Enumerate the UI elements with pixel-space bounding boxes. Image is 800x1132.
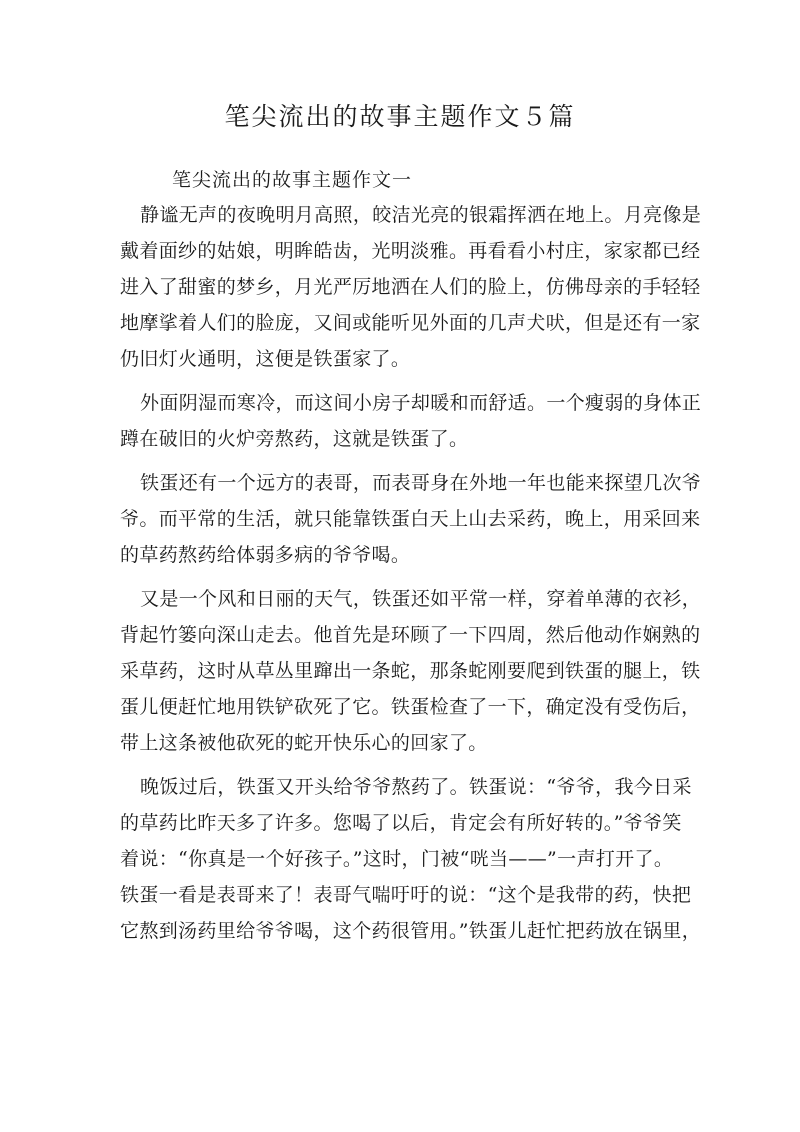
text-line: 戴着面纱的姑娘，明眸皓齿，光明淡雅。再看看小村庄，家家都已经 [120, 240, 701, 262]
text-line: 外面阴湿而寒冷，而这间小房子却暖和而舒适。一个瘦弱的身体正 [140, 392, 702, 414]
paragraph-3 [120, 469, 702, 569]
text-line: 铁蛋一看是表哥来了！表哥气喘吁吁的说：“这个是我带的药，快把 [120, 884, 692, 906]
text-line: 蛋儿便赶忙地用铁铲砍死了它。铁蛋检查了一下，确定没有受伤后， [120, 696, 701, 718]
text-line: 晚饭过后，铁蛋又开头给爷爷熬药了。铁蛋说：“爷爷，我今日采 [140, 776, 692, 798]
text-line: 地摩挲着人们的脸庞，又间或能听见外面的几声犬吠，但是还有一家 [120, 312, 701, 334]
text-line: 又是一个风和日丽的天气，铁蛋还如平常一样，穿着单薄的衣衫， [140, 588, 702, 610]
paragraph-4 [120, 585, 702, 757]
text-line: 仍旧灯火通明，这便是铁蛋家了。 [120, 348, 411, 370]
text-line: 铁蛋还有一个远方的表哥，而表哥身在外地一年也能来探望几次爷 [140, 472, 702, 494]
text-line: 蹲在破旧的火炉旁熬药，这就是铁蛋了。 [120, 428, 469, 450]
text-line: 爷。而平常的生活，就只能靠铁蛋白天上山去采药，晚上，用采回来 [120, 508, 701, 530]
text-line: 的草药熬药给体弱多病的爷爷喝。 [120, 544, 411, 566]
text-line: 背起竹篓向深山走去。他首先是环顾了一下四周，然后他动作娴熟的 [120, 624, 701, 646]
text-line: 带上这条被他砍死的蛇开快乐心的回家了。 [120, 732, 488, 754]
text-line: 进入了甜蜜的梦乡，月光严厉地洒在人们的脸上，仿佛母亲的手轻轻 [120, 276, 701, 298]
paragraph-1 [120, 201, 702, 373]
document-body [120, 201, 702, 961]
paragraph-5 [120, 773, 702, 945]
paragraph-2 [120, 389, 702, 453]
section-subtitle: 笔尖流出的故事主题作文一 [172, 169, 413, 191]
text-line: 采草药，这时从草丛里蹿出一条蛇，那条蛇刚要爬到铁蛋的腿上，铁 [120, 660, 701, 682]
text-line: 它熬到汤药里给爷爷喝，这个药很管用。”铁蛋儿赶忙把药放在锅里， [120, 920, 702, 942]
document-title: 笔尖流出的故事主题作文５篇 [224, 102, 576, 131]
text-line: 着说：“你真是一个好孩子。”这时，门被“咣当——”一声打开了。 [120, 848, 674, 870]
text-line: 静谧无声的夜晚明月高照，皎洁光亮的银霜挥洒在地上。月亮像是 [140, 204, 702, 226]
text-line: 的草药比昨天多了许多。您喝了以后，肯定会有所好转的。”爷爷笑 [120, 812, 682, 834]
